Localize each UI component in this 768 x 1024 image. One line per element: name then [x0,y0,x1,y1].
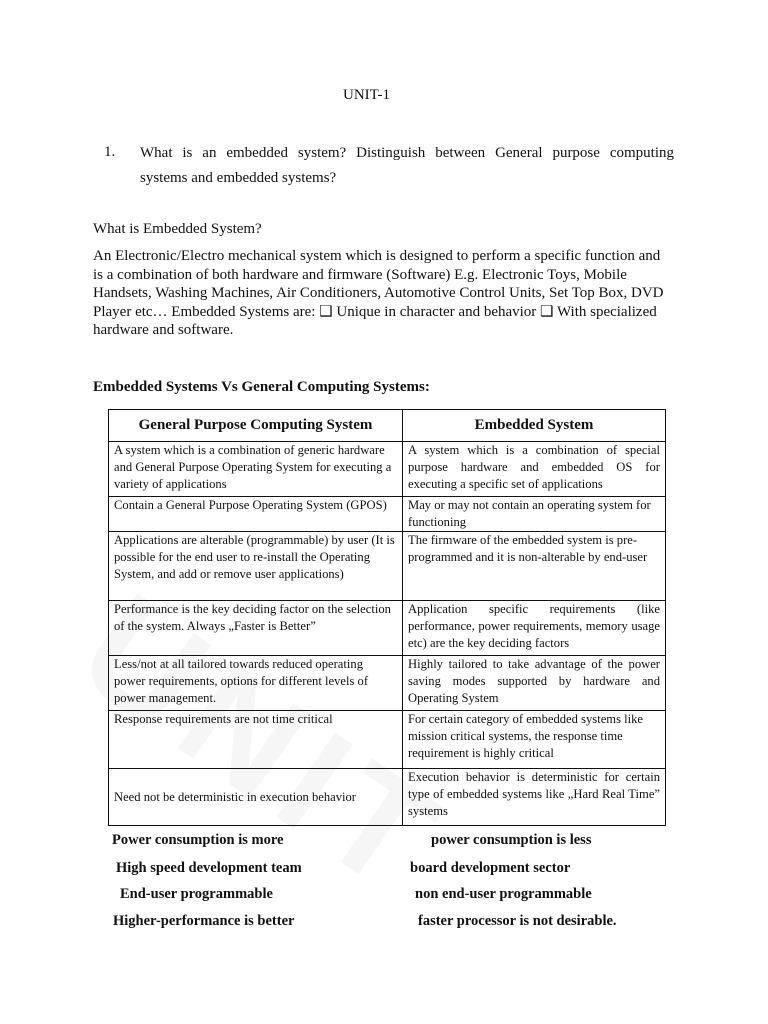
table-row [109,601,666,656]
subheading: What is Embedded System? [93,221,262,237]
table-cell: A system which is a combination of special purpose hardware and embedded OS for executing a specific set of applications [403,442,666,497]
comparison-heading: Embedded Systems Vs General Computing Systems: [93,379,430,395]
extra-embedded-1: power consumption is less [431,832,592,848]
table-cell: A system which is a combination of generic hardware and General Purpose Operating System for executing a variety of applications [109,442,403,497]
header-embedded: Embedded System [403,410,666,442]
table-row [109,532,666,601]
table-cell: Contain a General Purpose Operating System (GPOS) [109,497,403,532]
extra-embedded-4: faster processor is not desirable. [418,913,617,929]
definition-paragraph: An Electronic/Electro mechanical system which is designed to perform a specific function and is a combination of both hardware and firmware (Software) E.g. Electronic Toys, Mobile Handsets, Washing Machines, Air Conditioners, Automotive Control Units, Set Top Box, DVD Player etc… Embedded Systems are: ❑ Unique in character and behavior ❑ With specialized hardware and software. [93,248,664,338]
question-text [140,141,674,191]
extra-general-1: Power consumption is more [112,832,284,848]
table-header-row [109,410,666,442]
table-row [109,711,666,769]
comparison-table [108,409,666,826]
extra-embedded-3: non end-user programmable [415,886,592,902]
table-row [109,656,666,711]
table-row [109,497,666,532]
table-cell: May or may not contain an operating system for functioning [403,497,666,532]
header-general: General Purpose Computing System [109,410,403,442]
table-cell: Less/not at all tailored towards reduced operating power requirements, options for different levels of power management. [109,656,403,711]
unit-title: UNIT-1 [343,87,390,103]
table-cell: Execution behavior is deterministic for certain type of embedded systems like „Hard Real Time” systems [403,769,666,826]
extra-general-3: End-user programmable [120,886,273,902]
question-text-line-1: What is an embedded system? Distinguish between General purpose computing [140,145,674,161]
table-cell: The firmware of the embedded system is pre-programmed and it is non-alterable by end-user [403,532,666,601]
table-cell: Response requirements are not time critical [109,711,403,769]
table-cell: Performance is the key deciding factor on the selection of the system. Always „Faster is Better” [109,601,403,656]
table-cell: Applications are alterable (programmable) by user (It is possible for the end user to re-install the Operating System, and add or remove user applications) [109,532,403,601]
table-cell: Need not be deterministic in execution behavior [109,769,403,826]
table-cell: Highly tailored to take advantage of the power saving modes supported by hardware and Operating System [403,656,666,711]
extra-general-4: Higher-performance is better [113,913,295,929]
question-text-line-2: systems and embedded systems? [140,170,337,186]
question-number: 1. [104,144,116,160]
table-row [109,769,666,826]
table-cell: Application specific requirements (like performance, power requirements, memory usage etc) are the key deciding factors [403,601,666,656]
table-row [109,442,666,497]
table-cell: For certain category of embedded systems like mission critical systems, the response time requirement is highly critical [403,711,666,769]
extra-general-2: High speed development team [116,860,302,876]
extra-embedded-2: board development sector [410,860,571,876]
